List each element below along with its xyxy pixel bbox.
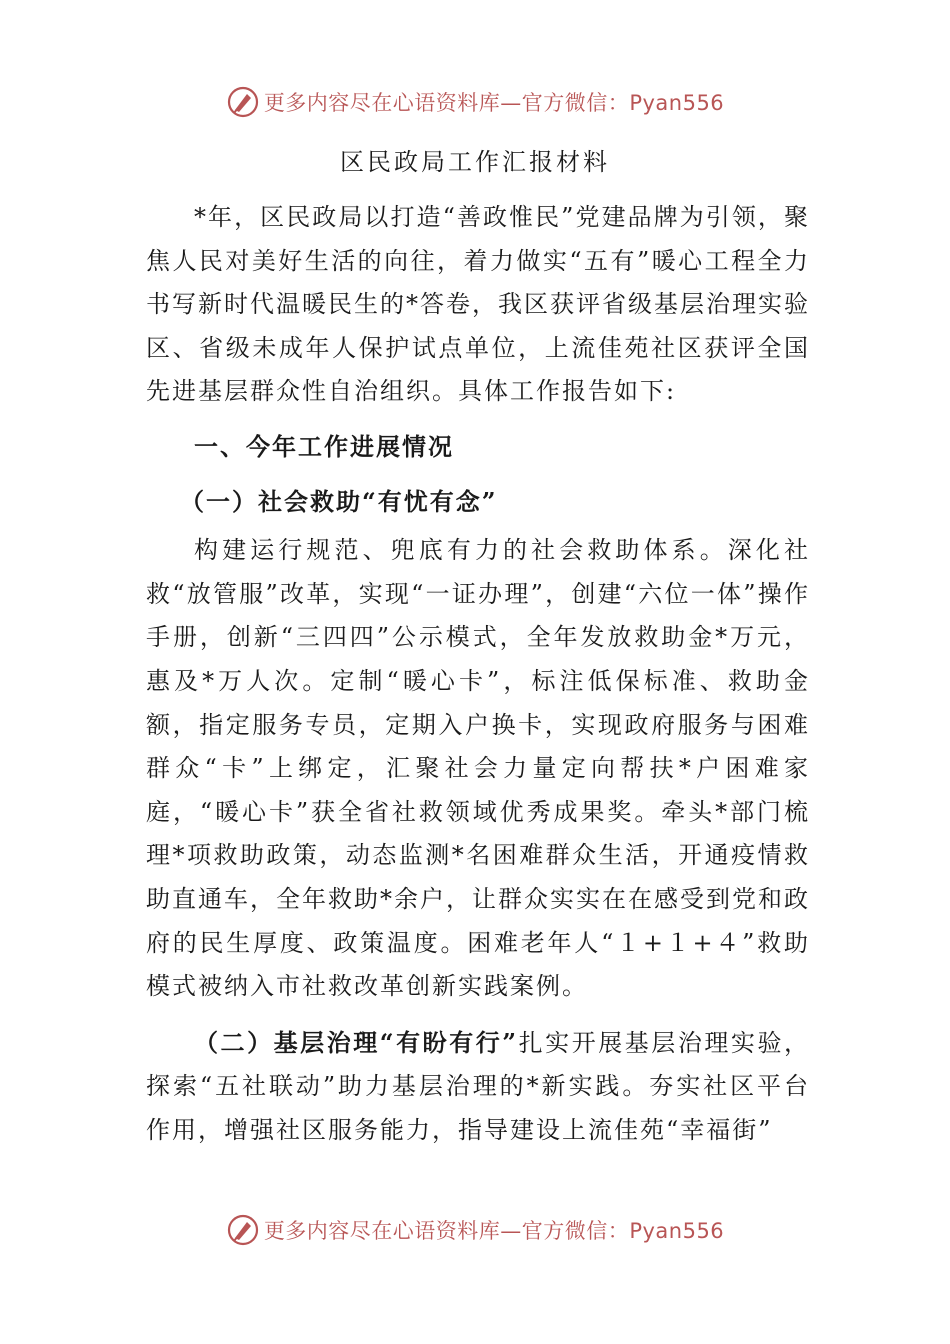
pen-nib-icon [226, 1213, 260, 1247]
subsection-1-paragraph: 构建运行规范、兜底有力的社会救助体系。深化社救“放管服”改革，实现“一证办理”，创建“六位一体”操作手册，创新“三四四”公示模式，全年发放救助金*万元，惠及*万人次。定制“暖心卡”，标注低保标准、救助金额，指定服务专员，定期入户换卡，实现政府服务与困难群众“卡”上绑定，汇聚社会力量定向帮扶*户困难家庭，“暖心卡”获全省社救领域优秀成果奖。牵头*部门梳理*项救助政策，动态监测*名困难群众生活，开通疫情救助直通车，全年救助*余户，让群众实实在在感受到党和政府的民生厚度、政策温度。困难老年人“１+１+４”救助模式被纳入市社救改革创新实践案例。 [146, 536, 810, 1001]
subsection-2-body: 扎实开展基层治理实验，探索“五社联动”助力基层治理的*新实践。夯实社区平台作用，增强社区服务能力，指导建设上流佳苑“幸福街” [146, 1028, 811, 1144]
pen-nib-icon [226, 85, 260, 119]
banner-wechat-id: Pyan556 [629, 1219, 725, 1243]
banner-wechat-id: Pyan556 [629, 91, 725, 115]
document-title: 区民政局工作汇报材料 [340, 148, 610, 176]
intro-paragraph: *年，区民政局以打造“善政惟民”党建品牌为引领，聚焦人民对美好生活的向往，着力做实“五有”暖心工程全力书写新时代温暖民生的*答卷，我区获评省级基层治理实验区、省级未成年人保护试点单位，上流佳苑社区获评全国先进基层群众性自治组织。具体工作报告如下: [146, 203, 810, 406]
header-watermark-banner [0, 82, 950, 122]
subsection-heading-1: （一）社会救助“有忧有念” [180, 486, 498, 516]
subsection-heading-2: （二）基层治理“有盼有行” [194, 1027, 519, 1057]
banner-text: 更多内容尽在心语资料库—官方微信：Pyan556 [263, 1219, 725, 1243]
subsection-2-paragraph [146, 1021, 810, 1153]
section-heading-1: 一、今年工作进展情况 [194, 431, 454, 461]
footer-watermark-banner [0, 1210, 950, 1250]
banner-text: 更多内容尽在心语资料库—官方微信：Pyan556 [263, 91, 725, 115]
document-body [146, 196, 810, 1152]
